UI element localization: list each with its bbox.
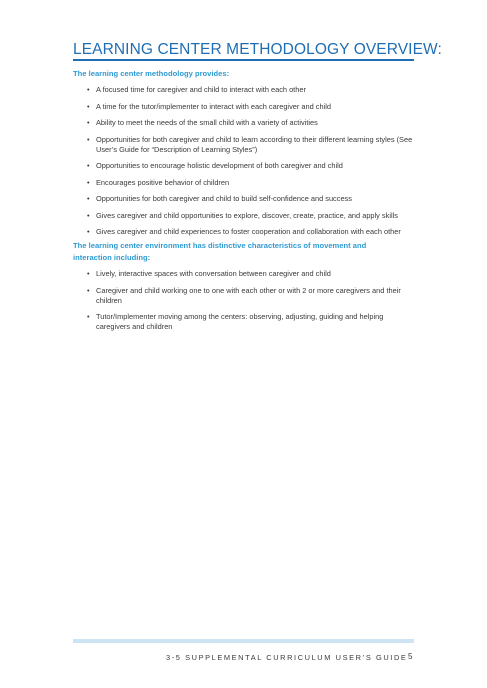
list-item: • Encourages positive behavior of children [87,178,415,188]
section2-list [87,269,405,332]
list-item: • A time for the tutor/implementer to interact with each caregiver and child [87,102,415,112]
title-underline [73,59,414,61]
footer-band [73,639,414,643]
footer-title: 3-5 SUPPLEMENTAL CURRICULUM USER’S GUIDE [166,653,408,662]
section1-list [87,85,415,237]
list-item: • Lively, interactive spaces with conversation between caregiver and child [87,269,405,279]
list-item: • Gives caregiver and child opportunities to explore, discover, create, practice, and apply skills [87,211,415,221]
page-title: LEARNING CENTER METHODOLOGY OVERVIEW: [73,41,442,58]
list-item: • Gives caregiver and child experiences to foster cooperation and collaboration with each other [87,227,415,237]
section2-heading: The learning center environment has distinctive characteristics of movement and interaction including: [73,241,367,262]
list-item: • Tutor/Implementer moving among the centers: observing, adjusting, guiding and helping caregivers and children [87,312,405,332]
section1-heading: The learning center methodology provides: [73,69,230,78]
list-item: • Caregiver and child working one to one with each other or with 2 or more caregivers and their children [87,286,405,306]
list-item: • Opportunities for both caregiver and child to learn according to their different learning styles (See User’s Guide for “Description of Learning Styles”) [87,135,415,155]
list-item: • Opportunities for both caregiver and child to build self-confidence and success [87,194,415,204]
list-item: • A focused time for caregiver and child to interact with each other [87,85,415,95]
list-item: • Ability to meet the needs of the small child with a variety of activities [87,118,415,128]
page-number: 5 [408,652,413,661]
list-item: • Opportunities to encourage holistic development of both caregiver and child [87,161,415,171]
